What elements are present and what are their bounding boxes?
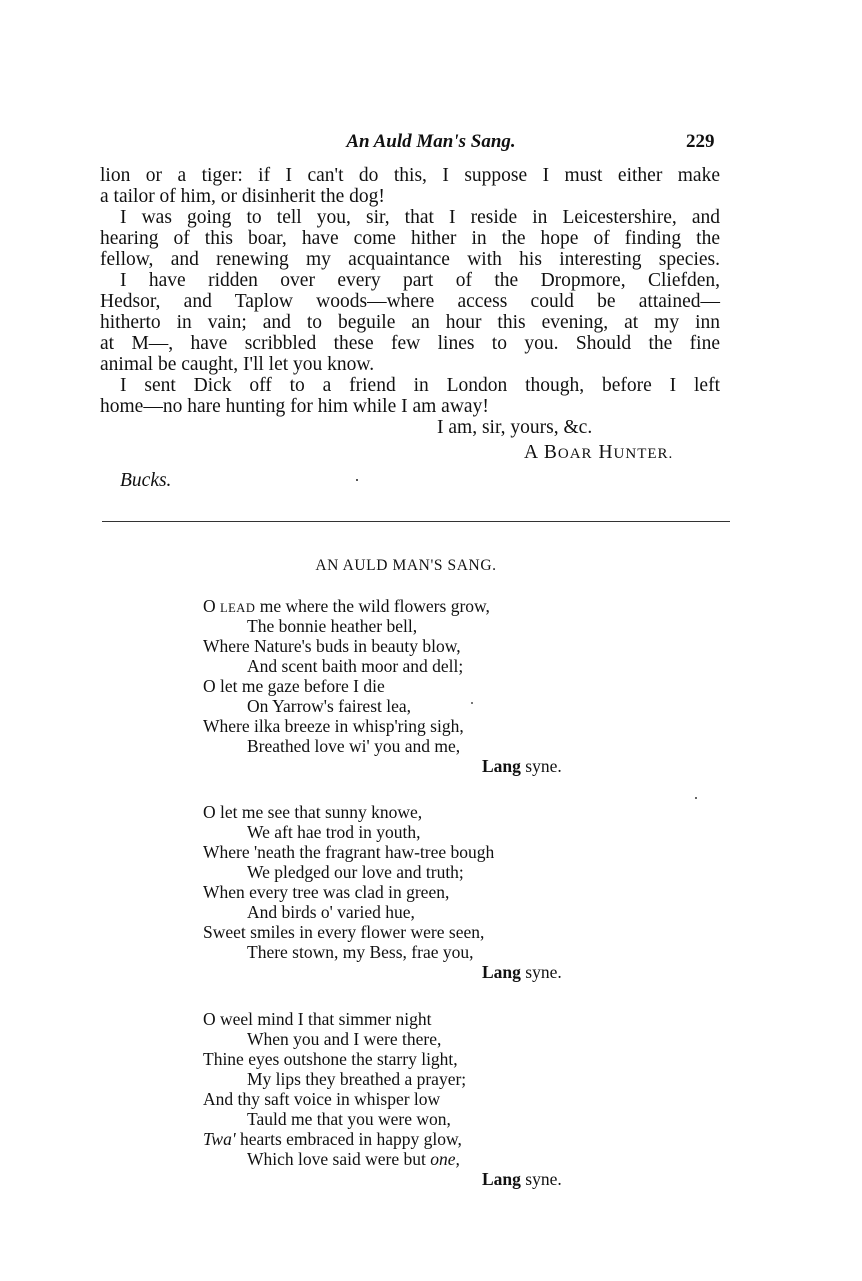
refrain-syne: syne. (520, 756, 562, 776)
signature-part: UNTER. (613, 446, 674, 462)
prose-line: hearing of this boar, have come hither in the hope of finding the (100, 228, 720, 249)
refrain-lang: Lang (482, 1169, 521, 1189)
refrain-syne: syne. (520, 1169, 562, 1189)
verse-line: And scent baith moor and dell; (247, 656, 464, 676)
letter-place: Bucks. (120, 470, 172, 491)
verse-line: There stown, my Bess, frae you, (247, 942, 474, 962)
verse-line: We pledged our love and truth; (247, 862, 464, 882)
refrain-lang: Lang (482, 962, 521, 982)
verse-line: Sweet smiles in every flower were seen, (203, 922, 485, 942)
refrain (482, 1169, 562, 1190)
prose-line: at M—, have scribbled these few lines to you. Should the fine (100, 333, 720, 354)
verse-line: When every tree was clad in green, (203, 882, 450, 902)
section-divider (102, 521, 730, 522)
verse-line: Where Nature's buds in beauty blow, (203, 636, 461, 656)
verse-line: My lips they breathed a prayer; (247, 1069, 467, 1089)
verse-part: Twa' (203, 1129, 236, 1149)
signature-part: A B (524, 442, 558, 463)
prose-line: home—no hare hunting for him while I am away! (100, 396, 489, 417)
letter-closing: I am, sir, yours, &c. (437, 417, 593, 438)
verse-part: hearts embraced in happy glow, (235, 1129, 462, 1149)
verse-line: Where ilka breeze in whisp'ring sigh, (203, 716, 464, 736)
verse-line (247, 1149, 460, 1169)
prose-line: animal be caught, I'll let you know. (100, 354, 375, 375)
verse-line: O weel mind I that simmer night (203, 1009, 432, 1029)
letter-signature (524, 442, 673, 464)
verse-line: Where 'neath the fragrant haw-tree bough (203, 842, 495, 862)
verse-part: LEAD (220, 601, 256, 615)
verse-part: me where the wild flowers grow, (255, 596, 490, 616)
ink-speck (356, 479, 358, 481)
ink-speck (471, 702, 473, 704)
prose-line: fellow, and renewing my acquaintance with his interesting species. (100, 249, 720, 270)
verse-line (203, 596, 490, 618)
ink-speck (695, 797, 697, 799)
poem-title: AN AULD MAN'S SANG. (315, 557, 497, 574)
verse-part: Which love said were but (247, 1149, 431, 1169)
prose-line: I sent Dick off to a friend in London though, before I left (120, 375, 720, 396)
verse-part: O (203, 596, 221, 616)
verse-line: O let me see that sunny knowe, (203, 802, 423, 822)
verse-line: On Yarrow's fairest lea, (247, 696, 412, 716)
signature-part: H (592, 442, 614, 463)
verse-line: When you and I were there, (247, 1029, 442, 1049)
refrain (482, 756, 562, 777)
prose-line: a tailor of him, or disinherit the dog! (100, 186, 385, 207)
verse-part: one, (430, 1149, 460, 1169)
prose-line: hitherto in vain; and to beguile an hour this evening, at my inn (100, 312, 720, 333)
refrain-lang: Lang (482, 756, 521, 776)
prose-line: I was going to tell you, sir, that I reside in Leicestershire, and (120, 207, 720, 228)
refrain (482, 962, 562, 983)
verse-line: O let me gaze before I die (203, 676, 385, 696)
verse-line: We aft hae trod in youth, (247, 822, 421, 842)
verse-line: The bonnie heather bell, (247, 616, 418, 636)
verse-line (203, 1129, 462, 1149)
verse-line: Tauld me that you were won, (247, 1109, 451, 1129)
verse-line: And thy saft voice in whisper low (203, 1089, 441, 1109)
signature-part: OAR (557, 446, 593, 462)
prose-line: Hedsor, and Taplow woods—where access could be attained— (100, 291, 720, 312)
running-title: An Auld Man's Sang. (346, 131, 516, 152)
verse-line: Breathed love wi' you and me, (247, 736, 461, 756)
refrain-syne: syne. (520, 962, 562, 982)
verse-line: Thine eyes outshone the starry light, (203, 1049, 458, 1069)
verse-line: And birds o' varied hue, (247, 902, 415, 922)
prose-line: lion or a tiger: if I can't do this, I suppose I must either make (100, 165, 720, 186)
page-number: 229 (686, 131, 715, 152)
prose-line: I have ridden over every part of the Dropmore, Cliefden, (120, 270, 720, 291)
